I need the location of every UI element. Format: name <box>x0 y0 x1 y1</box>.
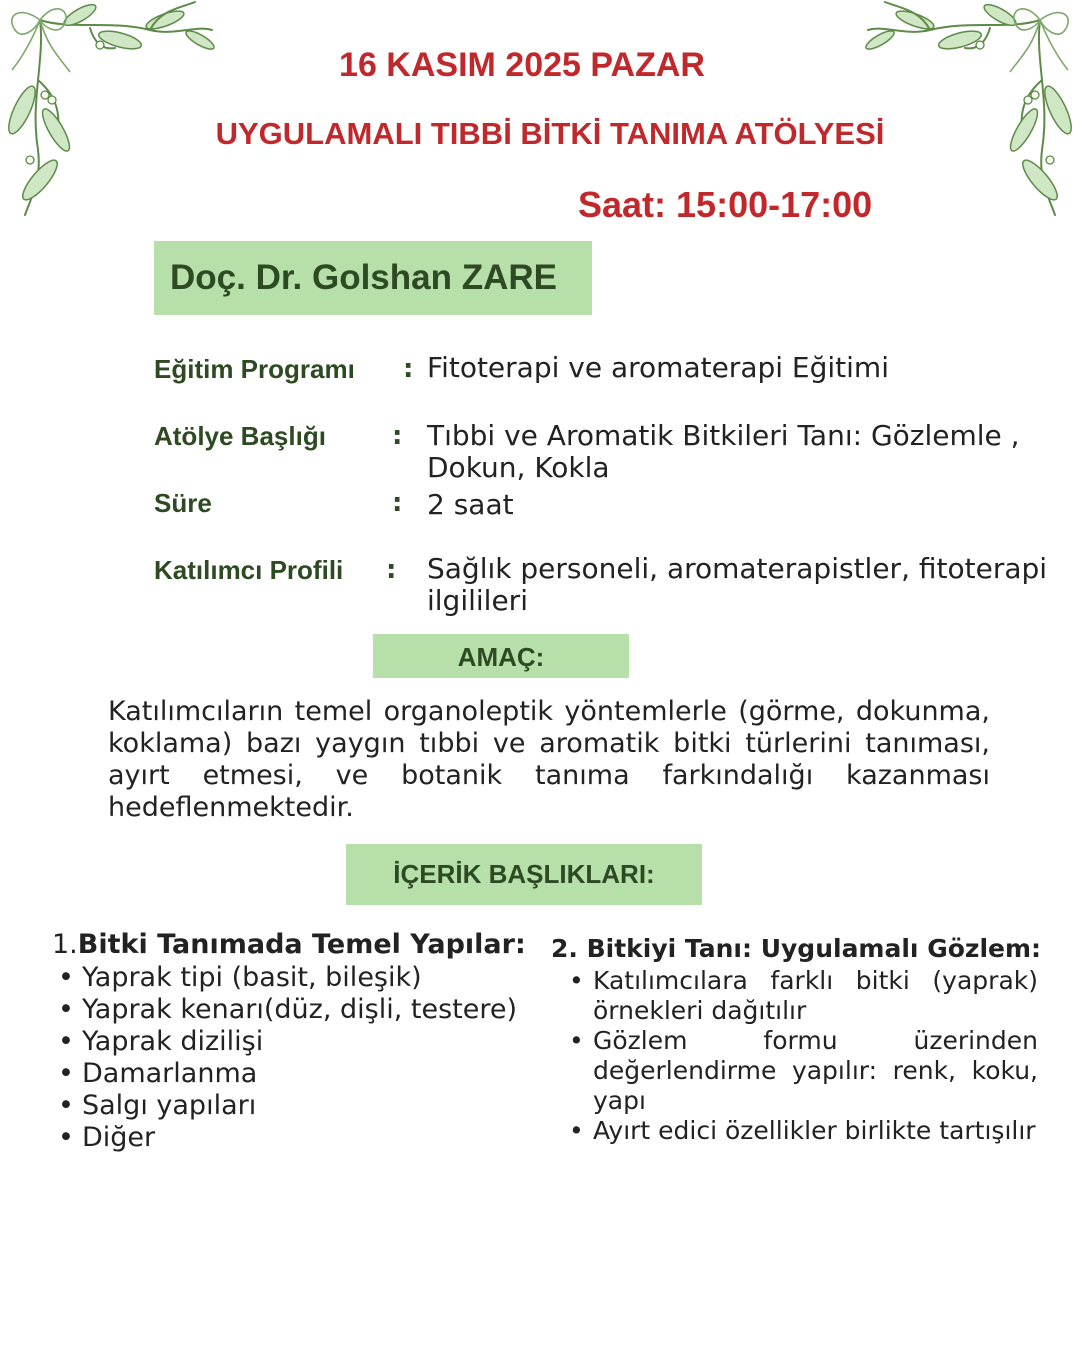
event-time: Saat: 15:00-17:00 <box>578 184 873 225</box>
contents-heading-banner <box>346 844 702 905</box>
list-item: • Yaprak kenarı(düz, dişli, testere) <box>52 994 542 1026</box>
instructor-name: Doç. Dr. Golshan ZARE <box>170 258 557 297</box>
section-1-list <box>52 962 542 1154</box>
detail-colon: : <box>403 354 414 384</box>
list-item: • Gözlem formu üzerinden değerlendirme yapılır: renk, koku, yapı <box>551 1026 1038 1116</box>
section-2-title: 2. Bitkiyi Tanı: Uygulamalı Gözlem: <box>551 934 1042 963</box>
detail-value-program: Fitoterapi ve aromaterapi Eğitimi <box>427 351 889 384</box>
detail-colon: : <box>392 488 403 518</box>
goal-heading: AMAÇ: <box>457 642 545 672</box>
mistletoe-left-icon <box>0 0 220 220</box>
workshop-title: UYGULAMALI TIBBİ BİTKİ TANIMA ATÖLYESİ <box>215 116 885 151</box>
instructor-banner <box>154 241 592 315</box>
list-item: • Ayırt edici özellikler birlikte tartışılır <box>551 1116 1038 1146</box>
goal-text: Katılımcıların temel organoleptik yöntemlerle (görme, dokunma, koklama) bazı yaygın tıbbi ve aromatik bitki türlerini tanıması, ayırt etmesi, ve botanik tanıma farkındalığı kazanması hedeflenmektedir. <box>108 696 990 823</box>
section-2 <box>551 932 1042 1146</box>
detail-label-duration: Süre <box>154 488 212 518</box>
mistletoe-right-icon <box>860 0 1080 220</box>
list-item: • Yaprak dizilişi <box>52 1026 542 1058</box>
detail-label-workshop: Atölye Başlığı <box>154 421 326 451</box>
detail-value-duration: 2 saat <box>427 488 514 521</box>
goal-heading-banner <box>373 634 629 678</box>
contents-heading: İÇERİK BAŞLIKLARI: <box>393 859 655 889</box>
list-item: • Salgı yapıları <box>52 1090 542 1122</box>
detail-label-participants: Katılımcı Profili <box>154 555 344 585</box>
event-date: 16 KASIM 2025 PAZAR <box>339 46 705 84</box>
list-item: • Diğer <box>52 1122 542 1154</box>
detail-label-program: Eğitim Programı <box>154 354 355 384</box>
list-item: • Yaprak tipi (basit, bileşik) <box>52 962 542 994</box>
detail-value-workshop: Tıbbi ve Aromatik Bitkileri Tanı: Gözlemle , Dokun, Kokla <box>427 419 1020 484</box>
list-item: • Katılımcılara farklı bitki (yaprak) örnekleri dağıtılır <box>551 966 1038 1026</box>
detail-colon: : <box>392 421 403 451</box>
section-1-title: Bitki Tanımada Temel Yapılar: <box>77 929 526 960</box>
detail-colon: : <box>386 555 397 585</box>
section-1 <box>52 928 542 1154</box>
list-item: • Damarlanma <box>52 1058 542 1090</box>
section-1-number: 1. <box>52 929 78 960</box>
section-2-list <box>551 966 1038 1146</box>
section-1-heading <box>52 928 542 962</box>
detail-value-participants: Sağlık personeli, aromaterapistler, fitoterapi ilgilileri <box>427 552 1048 617</box>
